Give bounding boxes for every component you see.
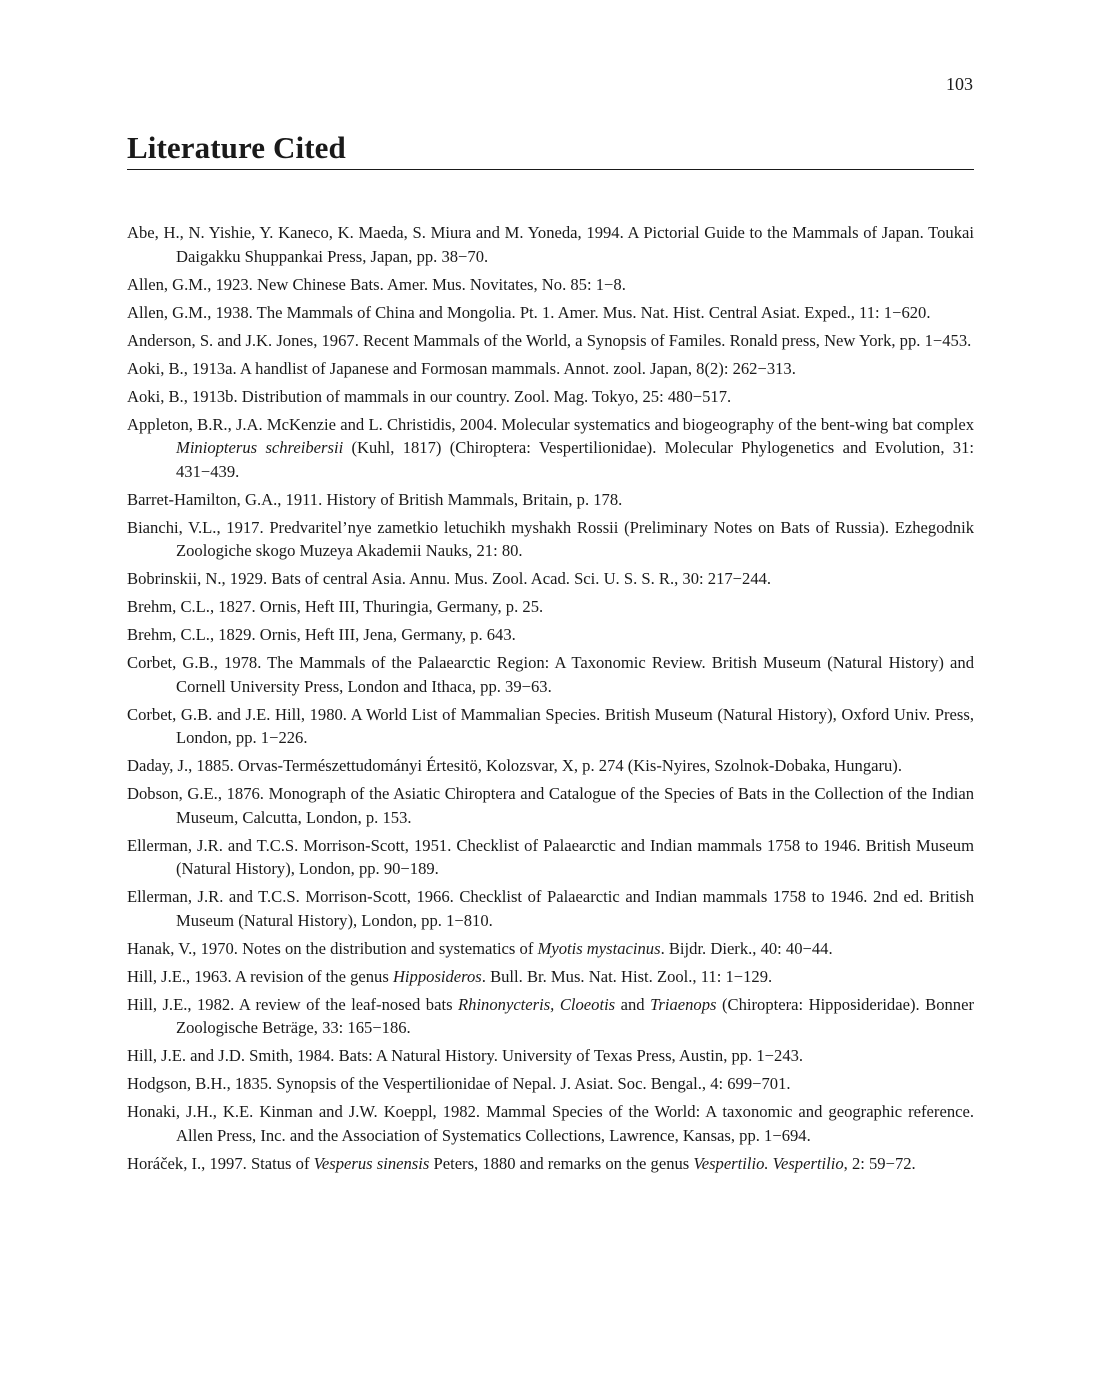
reference-entry	[127, 385, 974, 409]
reference-entry	[127, 782, 974, 829]
reference-italic-text: Vespertilio. Vespertilio	[693, 1153, 844, 1173]
reference-entry	[127, 413, 974, 484]
reference-text: Hill, J.E., 1963. A revision of the genus	[127, 966, 393, 986]
reference-italic-text: Myotis mystacinus	[537, 938, 661, 958]
reference-text: and	[615, 994, 651, 1014]
reference-entry	[127, 595, 974, 619]
reference-text: (Kuhl, 1817) (Chiroptera: Vespertilionidae). Molecular Phylogenetics and Evolution, 31: 431−439.	[176, 438, 974, 481]
reference-text: Aoki, B., 1913a. A handlist of Japanese and Formosan mammals. Annot. zool. Japan, 8(2): 262−313.	[127, 358, 796, 378]
reference-entry	[127, 651, 974, 698]
reference-text: Brehm, C.L., 1829. Ornis, Heft III, Jena, Germany, p. 643.	[127, 625, 516, 644]
reference-text: Ellerman, J.R. and T.C.S. Morrison-Scott, 1966. Checklist of Palaearctic and Indian mammals 1758 to 1946. 2nd ed. British Museum (Natural History), London, pp. 1−810.	[127, 887, 974, 930]
reference-text: Hanak, V., 1970. Notes on the distribution and systematics of	[127, 938, 538, 958]
chapter-title: Literature Cited	[127, 130, 346, 165]
reference-text: Allen, G.M., 1923. New Chinese Bats. Amer. Mus. Novitates, No. 85: 1−8.	[127, 274, 626, 294]
reference-text: Barret-Hamilton, G.A., 1911. History of British Mammals, Britain, p. 178.	[127, 489, 623, 509]
reference-text: . Bijdr. Dierk., 40: 40−44.	[660, 938, 833, 958]
reference-text: Hill, J.E. and J.D. Smith, 1984. Bats: A Natural History. University of Texas Press, Austin, pp. 1−243.	[127, 1046, 804, 1065]
reference-text: (Chiroptera: Hipposideridae). Bonner Zoologische Beträge, 33: 165−186.	[176, 994, 974, 1037]
reference-entry	[127, 993, 974, 1040]
reference-entry	[127, 834, 974, 881]
reference-entry	[127, 273, 974, 297]
reference-entry	[127, 301, 974, 325]
reference-italic-text: Rhinonycteris, Cloeotis	[458, 994, 616, 1014]
reference-entry	[127, 703, 974, 750]
reference-text: Aoki, B., 1913b. Distribution of mammals in our country. Zool. Mag. Tokyo, 25: 480−517.	[127, 386, 732, 406]
reference-text: Honaki, J.H., K.E. Kinman and J.W. Koeppl, 1982. Mammal Species of the World: A taxonomic and geographic reference. Allen Press, Inc. and the Association of Systematics Collections, Lawrence, Kansas, pp. 1−694.	[127, 1102, 974, 1145]
reference-entry	[127, 937, 974, 961]
reference-text: Horáček, I., 1997. Status of	[127, 1153, 314, 1173]
reference-text: Bobrinskii, N., 1929. Bats of central Asia. Annu. Mus. Zool. Acad. Sci. U. S. S. R., 30: 217−244.	[127, 569, 772, 588]
reference-italic-text: Triaenops	[650, 994, 717, 1014]
reference-text: Bianchi, V.L., 1917. Predvaritel’nye zametkio letuchikh myshakh Rossii (Preliminary Notes on Bats of Russia). Ezhegodnik Zoologiche skogo Muzeya Akademii Nauks, 21: 80.	[127, 517, 974, 560]
page-number: 103	[946, 74, 973, 94]
reference-entry	[127, 754, 974, 778]
reference-text: Ellerman, J.R. and T.C.S. Morrison-Scott, 1951. Checklist of Palaearctic and Indian mammals 1758 to 1946. British Museum (Natural History), London, pp. 90−189.	[127, 835, 974, 878]
reference-italic-text: Hipposideros	[392, 966, 482, 986]
reference-text: Anderson, S. and J.K. Jones, 1967. Recent Mammals of the World, a Synopsis of Familes. Ronald press, New York, pp. 1−453.	[127, 330, 972, 350]
reference-text: Appleton, B.R., J.A. McKenzie and L. Christidis, 2004. Molecular systematics and biogeography of the bent-wing bat complex	[127, 414, 974, 434]
reference-text: Hodgson, B.H., 1835. Synopsis of the Vespertilionidae of Nepal. J. Asiat. Soc. Bengal., 4: 699−701.	[127, 1074, 791, 1093]
reference-text: Corbet, G.B. and J.E. Hill, 1980. A World List of Mammalian Species. British Museum (Natural History), Oxford Univ. Press, London, pp. 1−226.	[127, 704, 974, 747]
reference-text: Brehm, C.L., 1827. Ornis, Heft III, Thuringia, Germany, p. 25.	[127, 597, 544, 616]
reference-entry	[127, 1044, 974, 1068]
reference-entry	[127, 488, 974, 512]
reference-entry	[127, 965, 974, 989]
reference-italic-text: Miniopterus schreibersii	[176, 438, 344, 457]
reference-entry	[127, 623, 974, 647]
reference-text: Allen, G.M., 1938. The Mammals of China and Mongolia. Pt. 1. Amer. Mus. Nat. Hist. Central Asiat. Exped., 11: 1−620.	[127, 302, 931, 322]
reference-italic-text: Vesperus sinensis	[313, 1153, 430, 1173]
reference-entry	[127, 357, 974, 381]
reference-entry	[127, 567, 974, 591]
reference-entry	[127, 221, 974, 268]
reference-text: Daday, J., 1885. Orvas-Természettudományi Értesitö, Kolozsvar, X, p. 274 (Kis-Nyires, Szolnok-Dobaka, Hungaru).	[127, 756, 902, 775]
reference-text: Corbet, G.B., 1978. The Mammals of the Palaearctic Region: A Taxonomic Review. British Museum (Natural History) and Cornell University Press, London and Ithaca, pp. 39−63.	[127, 653, 974, 696]
reference-text: . Bull. Br. Mus. Nat. Hist. Zool., 11: 1−129.	[481, 966, 773, 986]
reference-text: Peters, 1880 and remarks on the genus	[429, 1153, 694, 1173]
reference-entry	[127, 1100, 974, 1147]
reference-text: Dobson, G.E., 1876. Monograph of the Asiatic Chiroptera and Catalogue of the Species of Bats in the Collection of the Indian Museum, Calcutta, London, p. 153.	[127, 784, 974, 827]
reference-entry	[127, 1152, 974, 1176]
reference-text: Hill, J.E., 1982. A review of the leaf-nosed bats	[127, 994, 459, 1014]
reference-text: , 2: 59−72.	[843, 1153, 916, 1173]
reference-entry	[127, 516, 974, 563]
reference-entry	[127, 1072, 974, 1096]
title-rule	[127, 169, 974, 170]
reference-list	[127, 221, 974, 1180]
reference-entry	[127, 329, 974, 353]
reference-entry	[127, 885, 974, 932]
reference-text: Abe, H., N. Yishie, Y. Kaneco, K. Maeda, S. Miura and M. Yoneda, 1994. A Pictorial Guide to the Mammals of Japan. Toukai Daigakku Shuppankai Press, Japan, pp. 38−70.	[127, 223, 974, 266]
